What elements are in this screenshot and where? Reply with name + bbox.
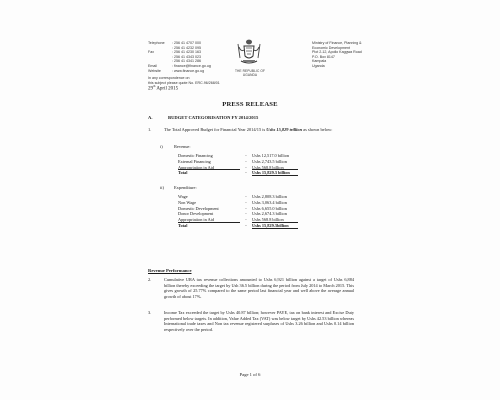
row-label: Wage (178, 194, 188, 199)
row-label: Non Wage (178, 199, 197, 205)
revenue-table (178, 153, 298, 176)
row-dash: - (245, 211, 247, 217)
total-row (178, 170, 298, 176)
revenue-heading (160, 144, 191, 149)
paragraph-1 (148, 127, 358, 133)
total-row (178, 223, 298, 229)
republic-caption: THE REPUBLIC OF UGANDA (234, 69, 265, 77)
paragraph-text-after: as shown below: (302, 127, 333, 132)
row-dash: - (245, 153, 247, 158)
row-label: Appropriation in Aid (178, 217, 240, 223)
row-value: Ushs 3,063.4 billion (252, 199, 287, 205)
release-date (148, 84, 178, 92)
expenditure-heading (160, 185, 197, 190)
page-number: Page 1 of 6 (239, 372, 261, 377)
row-label: External Financing (178, 158, 211, 164)
contact-value: : finance@finance.go.ug (172, 63, 211, 68)
row-label: Appropriation in Aid (178, 165, 240, 171)
paragraph-text: Cumulative URA tax revenue collections amounted to Ushs 6,921 billion against a target of Ushs 6,884 billion thereby exceeding the target by Ush 36.5 billion during the period from July 2014 to March 2015. This gives growth of 25.77% compared to the same period last financial year and well above the average annual growth of about 17%. (164, 277, 354, 299)
contact-value: : 256 41 4232 095 (172, 45, 201, 50)
ministry-line: P.O. Box 8147 (312, 54, 335, 59)
section-letter: A. (148, 115, 153, 120)
ministry-line: Uganda (312, 63, 325, 68)
contact-block (148, 41, 220, 85)
reference-line: In any correspondence on (148, 76, 190, 81)
date-suffix: th (153, 84, 156, 88)
row-value: Ushs 12,517.0 billion (252, 153, 290, 158)
row-label: Total (178, 222, 188, 228)
row-value: Ushs 2,674.3 billion (252, 211, 287, 217)
row-dash: - (245, 222, 247, 228)
paragraph-number: 2. (148, 277, 152, 282)
row-value: Ushs 15,829.3 billion (252, 170, 298, 176)
ministry-line: Ministry of Finance, Planning & (312, 41, 362, 45)
row-label: Domestic Development (178, 205, 219, 211)
row-dash: - (245, 194, 247, 199)
row-value: Ushs 2,743.5 billion (252, 158, 287, 164)
ministry-address (312, 41, 362, 69)
total-budget-amount: Ushs 15,829 trillion (266, 127, 303, 132)
reference-line: this subject please quote No. ERC.96/268/01 (148, 80, 220, 85)
paragraph-text-before: The Total Approved Budget for Financial Year 2014/15 is (164, 127, 267, 132)
subhead-text: Revenue: (174, 144, 191, 149)
row-dash: - (245, 164, 247, 170)
contact-label: Telephone (148, 41, 165, 45)
row-value: Ushs 6,655.0 billion (252, 205, 287, 211)
row-value: Ushs 568.8 billion (252, 165, 298, 171)
contact-value: : www.finance.go.ug (172, 68, 205, 73)
paragraph-text: Income Tax exceeded the target by Ushs 40.87 billion; however PAYE, tax on bank interest and Excise Duty performed below targets. In addition, Value Added Tax (VAT) was below target by Ushs 42.53 billion whereas International trade taxes and Non tax revenue registered surpluses of Ushs 3.26 billion and Ushs 0.14 billion respectively over the period. (164, 310, 354, 332)
contact-value: : 256 41 4343 023 (172, 54, 201, 59)
revenue-performance-heading: Revenue Performance (148, 268, 192, 273)
paragraph-number: 3. (148, 310, 152, 315)
page-title: PRESS RELEASE (222, 101, 278, 108)
row-value: Ushs 568.8 billion (252, 217, 298, 223)
row-dash: - (245, 170, 247, 176)
section-heading-text: BUDGET CATEGORISATION FY 2014/2015 (168, 115, 259, 120)
coat-of-arms-icon (236, 38, 262, 66)
contact-label: Fax (148, 50, 154, 55)
row-label: Total (178, 170, 188, 176)
row-dash: - (245, 199, 247, 205)
row-dash: - (245, 158, 247, 164)
contact-value: : 256 41 4341 286 (172, 59, 201, 64)
row-value: Ushs 15,829.3billion (252, 223, 298, 229)
date-day: 29 (148, 86, 153, 92)
row-label: Domestic Financing (178, 153, 213, 158)
contact-value: : 256 41 4707 000 (172, 41, 201, 45)
contact-value: : 256 41 4230 163 (172, 50, 201, 55)
subhead-text: Expenditure: (174, 185, 197, 190)
paragraph-number: 1. (148, 127, 152, 132)
row-dash: - (245, 217, 247, 223)
date-rest: April 2015 (155, 86, 179, 92)
contact-label: Website (148, 68, 161, 73)
row-label: Donor Development (178, 211, 214, 217)
ministry-line: Plot 2-12, Apollo Kaggwa Road (312, 50, 362, 55)
paragraph-2 (148, 277, 354, 299)
row-value: Ushs 2,808.3 billion (252, 194, 287, 199)
expenditure-table (178, 194, 298, 229)
paragraph-text (164, 127, 332, 133)
paragraph-3 (148, 310, 354, 332)
ministry-line: Economic Development (312, 45, 350, 50)
row-dash: - (245, 205, 247, 211)
subhead-numeral: ii) (160, 185, 164, 190)
contact-label: Email (148, 63, 157, 68)
section-a-heading (148, 115, 258, 120)
subhead-numeral: i) (160, 144, 163, 149)
ministry-line: Kampala (312, 59, 327, 64)
